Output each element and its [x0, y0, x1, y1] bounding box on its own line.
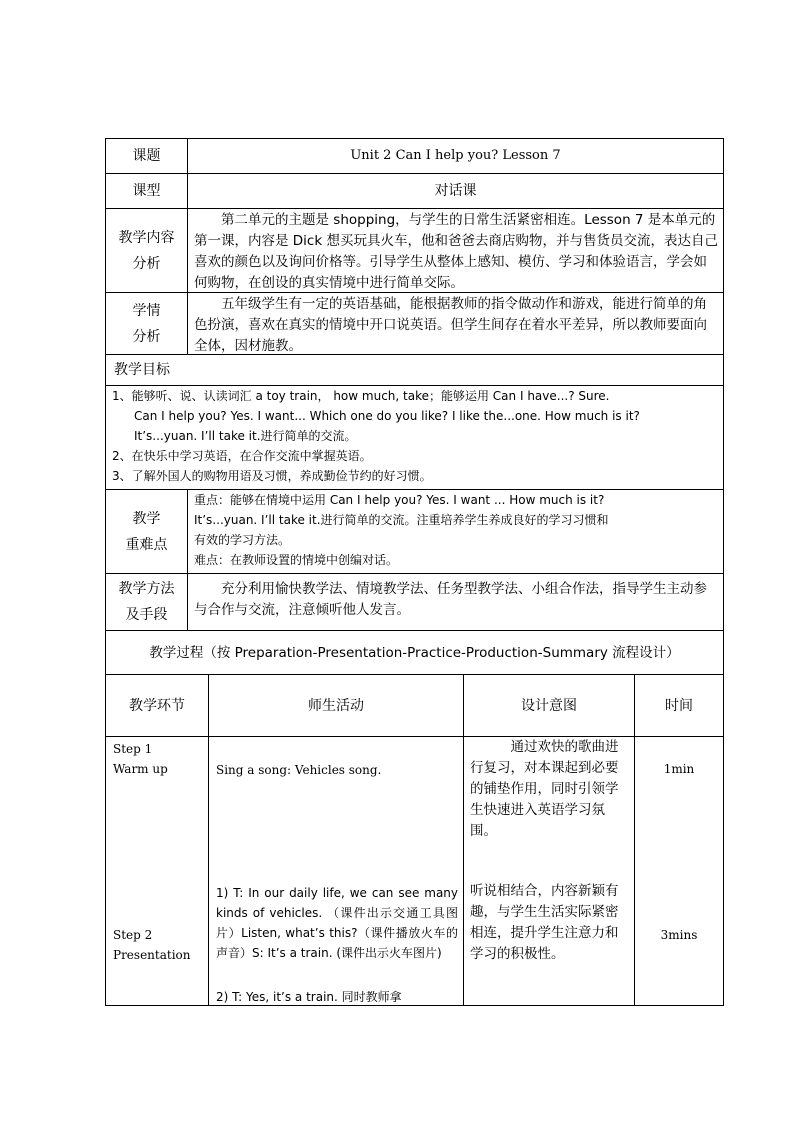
key-point-line-4: 难点：在教师设置的情境中创编对话。 [194, 553, 399, 567]
student-analysis-label-1: 学情 [132, 302, 161, 319]
type-value: 对话课 [187, 174, 723, 208]
methods-row [105, 573, 724, 630]
step1-time: 1min [663, 762, 695, 776]
step1-stage-2: Warm up [113, 762, 168, 776]
key-point-line-1: 重点：能够在情境中运用 Can I help you? Yes. I want ... How much is it? [194, 493, 605, 507]
step1-activity: Sing a song: Vehicles song. [216, 763, 382, 777]
step2-stage [113, 925, 191, 965]
methods-label-1: 教学方法 [118, 581, 175, 597]
key-points-row [105, 489, 724, 573]
step2-stage-1: Step 2 [113, 928, 153, 942]
objective-line-2: Can I help you? Yes. I want... Which one do you like? I like the...one. How much is it? [134, 409, 640, 423]
stage-column [106, 737, 208, 1005]
student-analysis-row [105, 292, 724, 354]
content-analysis-text: 第二单元的主题是 shopping，与学生的日常生活紧密相连。Lesson 7 是本单元的第一课，内容是 Dick 想买玩具火车，他和爸爸去商店购物，并与售货员交流，表达自己喜欢的颜色以及询问价格等。引导学生从整体上感知、模仿、学习和体验语言，学会如何购物，在创设的真实情境中进行简单交际。 [187, 209, 723, 292]
key-points-content [187, 490, 723, 573]
student-analysis-label [106, 293, 187, 354]
content-analysis-row [105, 208, 724, 292]
methods-text: 充分利用愉快教学法、情境教学法、任务型教学法、小组合作法，指导学生主动参与合作与交流，注意倾听他人发言。 [187, 574, 723, 630]
col-intent-header: 设计意图 [463, 675, 634, 736]
lesson-plan-table [105, 138, 724, 1006]
time-column [634, 737, 723, 1005]
process-title-row [105, 630, 724, 674]
key-point-line-3: 有效的学习方法。 [194, 533, 291, 547]
content-analysis-label-1: 教学内容 [118, 229, 175, 246]
topic-row [105, 138, 724, 173]
key-point-line-2: It’s...yuan. I’ll take it.进行简单的交流。注重培养学生养成良好的学习习惯和 [194, 513, 609, 527]
col-time-header: 时间 [634, 675, 723, 736]
content-analysis-label-2: 分析 [132, 255, 161, 272]
topic-value: Unit 2 Can I help you? Lesson 7 [187, 139, 723, 173]
objective-line-5: 3、了解外国人的购物用语及习惯，养成勤俭节约的好习惯。 [112, 469, 432, 483]
key-points-label-1: 教学 [132, 510, 161, 527]
objectives-content [112, 386, 719, 489]
objective-line-1: 1、能够听、说、认读词汇 a toy train， how much, take；能够运用 Can I have...? Sure. [112, 389, 610, 403]
objective-line-4: 2、在快乐中学习英语，在合作交流中掌握英语。 [112, 449, 372, 463]
step2-activity-2: 2) T: Yes, it’s a train. 同时教师拿 [216, 990, 402, 1004]
type-row [105, 173, 724, 208]
intent-column [463, 737, 634, 1005]
methods-label [106, 574, 187, 630]
objective-line-3: It’s...yuan. I’ll take it.进行简单的交流。 [134, 429, 357, 443]
activity-column [208, 737, 463, 1005]
methods-label-2: 及手段 [125, 607, 168, 623]
objectives-title-row [105, 354, 724, 385]
step1-intent: 通过欢快的歌曲进行复习，对本课起到必要的铺垫作用，同时引领学生快速进入英语学习氛围。 [470, 739, 619, 839]
objectives-title: 教学目标 [114, 362, 170, 378]
type-label: 课型 [132, 183, 161, 199]
col-activity-header: 师生活动 [208, 675, 463, 736]
process-header-row [105, 674, 724, 736]
objectives-row [105, 385, 724, 489]
process-body-row [105, 736, 724, 1006]
content-analysis-label [106, 209, 187, 292]
key-points-label [106, 490, 187, 573]
step2-activity-1: 1) T: In our daily life, we can see many kinds of vehicles. （课件出示交通工具图片）Listen, what’s this?（课件播放火车的声音）S: It’s a train. (课件出示火车图片) [216, 886, 458, 960]
student-analysis-text: 五年级学生有一定的英语基础，能根据教师的指令做动作和游戏，能进行简单的角色扮演，喜欢在真实的情境中开口说英语。但学生间存在着水平差异，所以教师要面向全体，因材施教。 [187, 293, 723, 354]
student-analysis-label-2: 分析 [132, 328, 161, 345]
topic-label: 课题 [132, 148, 161, 164]
process-title: 教学过程（按 Preparation-Presentation-Practice-Production-Summary 流程设计） [149, 644, 680, 661]
key-points-label-2: 重难点 [125, 536, 168, 553]
step2-intent: 听说相结合，内容新颖有趣，与学生生活实际紧密相连，提升学生注意力和学习的积极性。 [470, 883, 619, 962]
step2-stage-2: Presentation [113, 948, 191, 962]
col-stage-header: 教学环节 [129, 697, 185, 714]
step2-time: 3mins [660, 928, 698, 942]
step1-stage-1: Step 1 [113, 742, 153, 756]
step1-stage [113, 739, 168, 779]
